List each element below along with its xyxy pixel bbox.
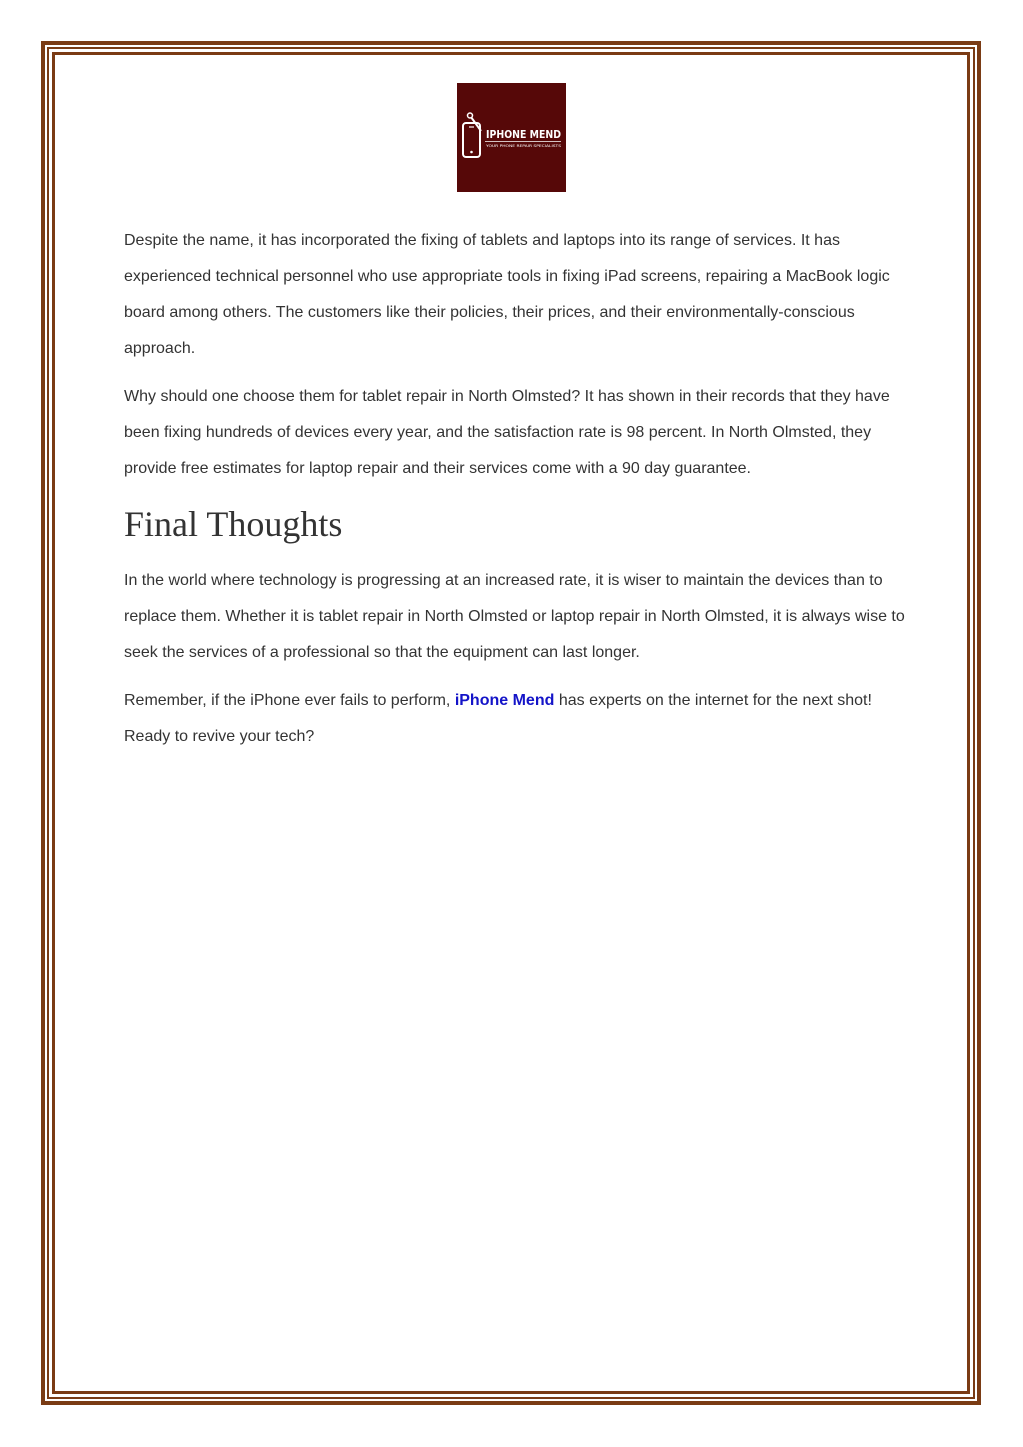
heading-final-thoughts: Final Thoughts (124, 504, 343, 544)
iphone-mend-logo (457, 83, 566, 192)
phone-repair-icon (463, 113, 481, 157)
paragraph-remember-end: has experts on the internet for the next shot! Ready to revive your tech? (124, 692, 872, 745)
paragraph-services: Despite the name, it has incorporated the fixing of tablets and laptops into its range of services. It has experienced technical personnel who use appropriate tools in fixing iPad screens, repairing a MacBook logic board among others. The customers like their policies, their prices, and their environmentally-conscious approach. (124, 232, 890, 357)
paragraph-why-choose: Why should one choose them for tablet repair in North Olmsted? It has shown in their records that they have been fixing hundreds of devices every year, and the satisfaction rate is 98 percent. In North Olmsted, they provide free estimates for laptop repair and their services come with a 90 day guarantee. (124, 388, 890, 477)
iphone-mend-link[interactable]: iPhone Mend (454, 692, 555, 709)
article-body (124, 223, 914, 767)
paragraph-remember (124, 683, 914, 755)
paragraph-remember-start: Remember, if the iPhone ever fails to perform, (124, 692, 455, 709)
logo-tagline-text: YOUR PHONE REPAIR SPECIALISTS (486, 144, 561, 148)
paragraph-maintain-devices: In the world where technology is progressing at an increased rate, it is wiser to maintain the devices than to replace them. Whether it is tablet repair in North Olmsted or laptop repair in North Olmsted, it is always wise to seek the services of a professional so that the equipment can last longer. (124, 572, 905, 661)
logo-brand-text: IPHONE MEND (486, 128, 561, 141)
